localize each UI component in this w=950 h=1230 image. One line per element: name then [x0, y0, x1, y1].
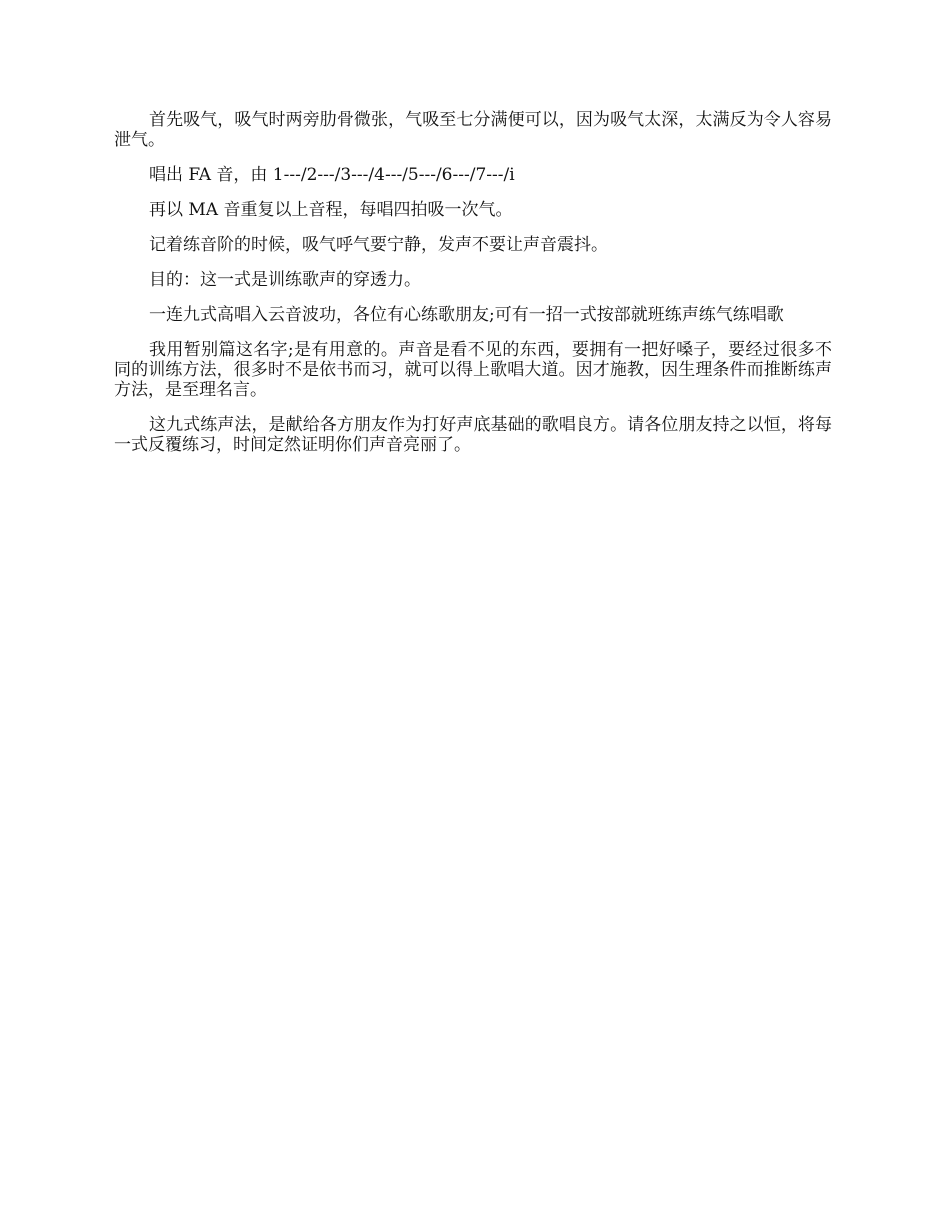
document-body: [114, 110, 832, 470]
paragraph-2: 唱出 FA 音，由 1---/2---/3---/4---/5---/6---/7---/i: [149, 165, 515, 185]
paragraph-8: 这九式练声法，是献给各方朋友作为打好声底基础的歌唱良方。请各位朋友持之以恒，将每一式反覆练习，时间定然证明你们声音亮丽了。: [114, 415, 832, 455]
paragraph-1: 首先吸气，吸气时两旁肋骨微张，气吸至七分满便可以，因为吸气太深，太满反为令人容易泄气。: [114, 110, 832, 150]
paragraph-3: 再以 MA 音重复以上音程，每唱四拍吸一次气。: [149, 200, 513, 220]
paragraph-4: 记着练音阶的时候，吸气呼气要宁静，发声不要让声音震抖。: [149, 235, 608, 255]
paragraph-6: 一连九式高唱入云音波功，各位有心练歌朋友;可有一招一式按部就班练声练气练唱歌: [149, 305, 784, 325]
paragraph-5: 目的：这一式是训练歌声的穿透力。: [149, 270, 421, 290]
paragraph-7: 我用暂别篇这名字;是有用意的。声音是看不见的东西，要拥有一把好嗓子，要经过很多不同的训练方法，很多时不是依书而习，就可以得上歌唱大道。因才施教，因生理条件而推断练声方法，是至理名言。: [114, 340, 832, 400]
